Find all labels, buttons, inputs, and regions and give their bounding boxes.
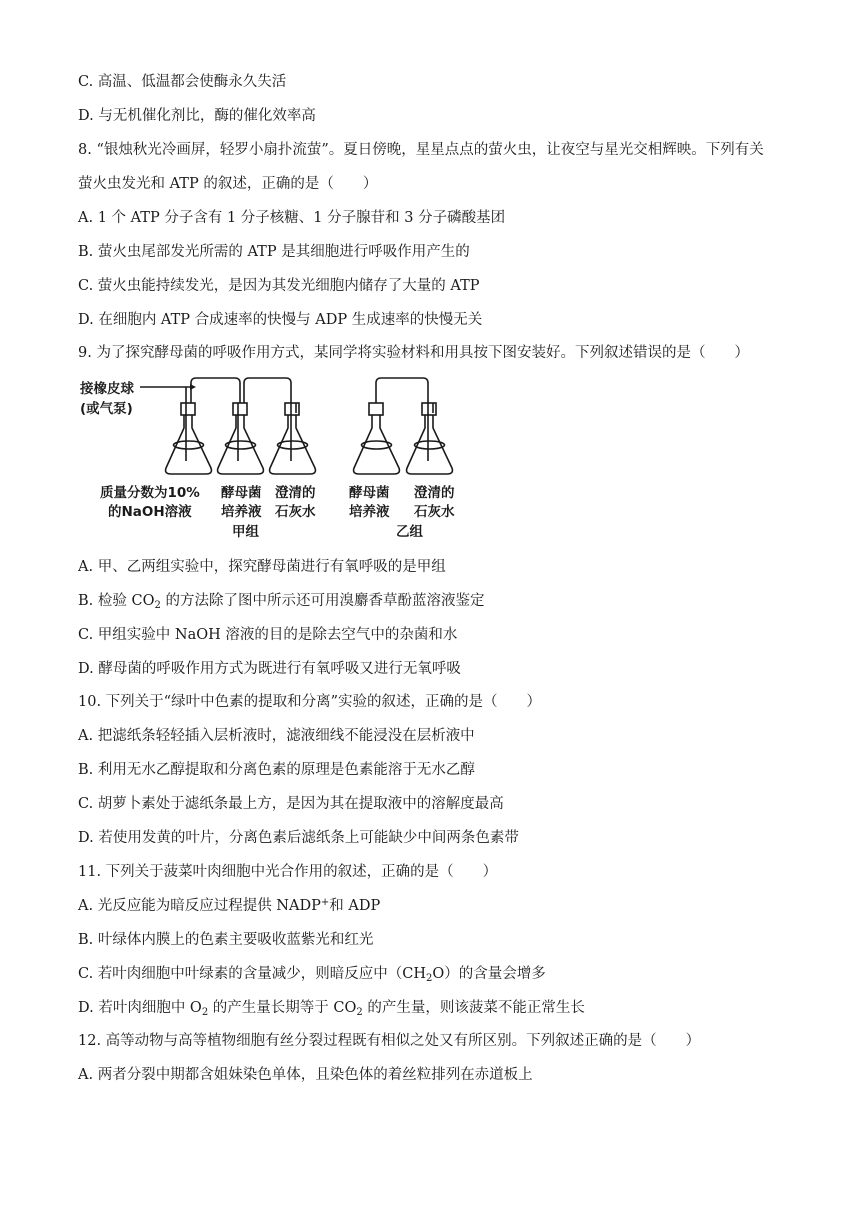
q8-option-c: C. 萤火虫能持续发光，是因为其发光细胞内储存了大量的 ATP: [78, 278, 480, 294]
flask-limewater-b: [407, 403, 453, 474]
label-yeast-b-line2: 培养液: [349, 504, 390, 520]
q12-stem: 12. 高等动物与高等植物细胞有丝分裂过程既有相似之处又有所区别。下列叙述正确的是（ ）: [78, 1033, 701, 1049]
group-b-label: 乙组: [396, 524, 423, 540]
q9-option-a: A. 甲、乙两组实验中，探究酵母菌进行有氧呼吸的是甲组: [78, 559, 446, 575]
q10-option-d: D. 若使用发黄的叶片，分离色素后滤纸条上可能缺少中间两条色素带: [78, 830, 519, 846]
q12-option-a: A. 两者分裂中期都含姐妹染色单体，且染色体的着丝粒排列在赤道板上: [78, 1067, 533, 1083]
pump-label-line1: 接橡皮球: [80, 381, 134, 397]
flask-naoh: [166, 383, 212, 474]
q10-option-c: C. 胡萝卜素处于滤纸条最上方，是因为其在提取液中的溶解度最高: [78, 796, 504, 812]
q11-stem: 11. 下列关于菠菜叶肉细胞中光合作用的叙述，正确的是（ ）: [78, 864, 498, 880]
label-yeast-b-line1: 酵母菌: [349, 485, 390, 501]
q11-option-d: D. 若叶肉细胞中 $O_2$ 的产生量长期等于 $CO_2$ 的产生量，则该菠菜不能正常生长: [78, 1000, 585, 1018]
flask-yeast-b: [354, 383, 400, 474]
q11-option-c: C. 若叶肉细胞中叶绿素的含量减少，则暗反应中$(CH_2O)$的含量会增多: [78, 966, 546, 984]
label-lime-b-line1: 澄清的: [414, 485, 455, 501]
q9-stem: 9. 为了探究酵母菌的呼吸作用方式，某同学将实验材料和用具按下图安装好。下列叙述错误的是（ ）: [78, 345, 749, 361]
label-lime-b-line2: 石灰水: [414, 504, 455, 520]
group-a-label: 甲组: [232, 524, 259, 540]
q10-option-a: A. 把滤纸条轻轻插入层析液时，滤液细线不能浸没在层析液中: [78, 728, 475, 744]
label-lime-a-line1: 澄清的: [275, 485, 316, 501]
q11-option-a: A. 光反应能为暗反应过程提供 NADP+和 ADP: [78, 897, 381, 914]
q9-option-b: B. 检验 $CO_2$ 的方法除了图中所示还可用溴麝香草酚蓝溶液鉴定: [78, 593, 485, 611]
q9-option-d: D. 酵母菌的呼吸作用方式为既进行有氧呼吸又进行无氧呼吸: [78, 661, 461, 677]
q8-stem-line2: 萤火虫发光和 ATP 的叙述，正确的是（ ）: [78, 176, 378, 192]
pump-label-line2: (或气泵): [80, 401, 133, 417]
flask-limewater-a: [270, 403, 316, 474]
q10-stem: 10. 下列关于“绿叶中色素的提取和分离”实验的叙述，正确的是（ ）: [78, 694, 541, 710]
label-naoh-line2: 的NaOH溶液: [108, 504, 192, 520]
q11-option-b: B. 叶绿体内膜上的色素主要吸收蓝紫光和红光: [78, 932, 374, 948]
q8-option-a: A. 1 个 ATP 分子含有 1 分子核糖、1 分子腺苷和 3 分子磷酸基团: [78, 210, 506, 226]
q10-option-b: B. 利用无水乙醇提取和分离色素的原理是色素能溶于无水乙醇: [78, 762, 475, 778]
q9-option-c: C. 甲组实验中 NaOH 溶液的目的是除去空气中的杂菌和水: [78, 627, 458, 643]
label-naoh-line1: 质量分数为10%: [100, 485, 200, 501]
label-yeast-a-line1: 酵母菌: [221, 485, 262, 501]
q8-stem-line1: 8. “银烛秋光冷画屏，轻罗小扇扑流萤”。夏日傍晚，星星点点的萤火虫，让夜空与星光交相辉映。下列有关: [78, 142, 764, 158]
q7-option-c: C. 高温、低温都会使酶永久失活: [78, 74, 287, 90]
label-yeast-a-line2: 培养液: [221, 504, 262, 520]
q8-option-d: D. 在细胞内 ATP 合成速率的快慢与 ADP 生成速率的快慢无关: [78, 312, 483, 328]
q7-option-d: D. 与无机催化剂比，酶的催化效率高: [78, 108, 316, 124]
yeast-respiration-apparatus-figure: [78, 373, 478, 545]
q8-option-b: B. 萤火虫尾部发光所需的 ATP 是其细胞进行呼吸作用产生的: [78, 244, 470, 260]
label-lime-a-line2: 石灰水: [275, 504, 316, 520]
